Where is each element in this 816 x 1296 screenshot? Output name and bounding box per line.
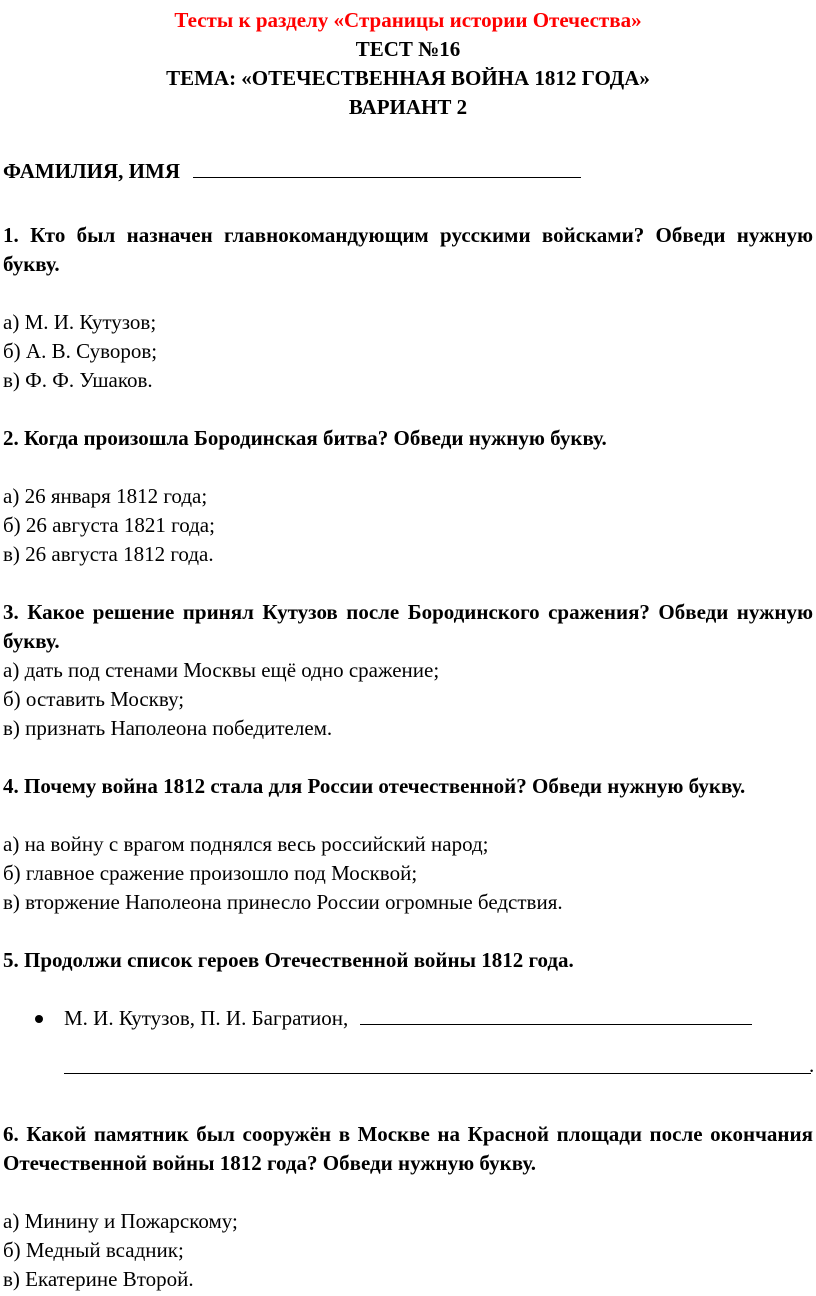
question-3-option-b[interactable]: б) оставить Москву; (3, 687, 185, 711)
question-4-text: 4. Почему война 1812 стала для России отечественной? Обведи нужную букву. (3, 774, 746, 798)
question-6-option-c[interactable]: в) Екатерине Второй. (3, 1267, 194, 1291)
test-variant: ВАРИАНТ 2 (348, 95, 468, 119)
question-1-option-a[interactable]: а) М. И. Кутузов; (3, 310, 157, 334)
question-3-option-a[interactable]: а) дать под стенами Москвы ещё одно сражение; (3, 658, 440, 682)
test-number: ТЕСТ №16 (355, 37, 461, 61)
name-field-blank[interactable] (193, 157, 581, 178)
question-6-text: 6. Какой памятник был сооружён в Москве на Красной площади после окончания Отечественной войны 1812 года? Обведи нужную букву. (3, 1122, 813, 1175)
question-5-line-2 (3, 1051, 813, 1080)
bullet-dot-icon (35, 1015, 43, 1023)
heroes-list-start: М. И. Кутузов, П. И. Багратион, (64, 1006, 349, 1030)
question-3-text: 3. Какое решение принял Кутузов после Бородинского сражения? Обведи нужную букву. (3, 600, 813, 653)
question-6-option-a[interactable]: а) Минину и Пожарскому; (3, 1209, 238, 1233)
question-6 (3, 1120, 813, 1294)
question-1-option-b[interactable]: б) А. В. Суворов; (3, 339, 158, 363)
name-field-label: ФАМИЛИЯ, ИМЯ (3, 159, 181, 183)
question-2-option-a[interactable]: а) 26 января 1812 года; (3, 484, 208, 508)
question-4 (3, 772, 813, 917)
question-1-option-c[interactable]: в) Ф. Ф. Ушаков. (3, 368, 153, 392)
name-field-row (3, 157, 813, 186)
question-5-bullet-text (64, 1004, 752, 1033)
question-2-option-c[interactable]: в) 26 августа 1812 года. (3, 542, 214, 566)
worksheet-header (3, 0, 813, 122)
section-title: Тесты к разделу «Страницы истории Отечества» (174, 8, 642, 32)
question-4-option-c[interactable]: в) вторжение Наполеона принесло России огромные бедствия. (3, 890, 563, 914)
question-5-bullet-row (3, 1004, 813, 1033)
test-topic: ТЕМА: «ОТЕЧЕСТВЕННАЯ ВОЙНА 1812 ГОДА» (166, 66, 650, 90)
question-2-text: 2. Когда произошла Бородинская битва? Обведи нужную букву. (3, 426, 607, 450)
question-2 (3, 424, 813, 569)
question-4-option-b[interactable]: б) главное сражение произошло под Москвой; (3, 861, 418, 885)
question-5-text: 5. Продолжи список героев Отечественной войны 1812 года. (3, 948, 574, 972)
heroes-end-mark: . (809, 1053, 815, 1077)
question-3 (3, 598, 813, 743)
question-2-option-b[interactable]: б) 26 августа 1821 года; (3, 513, 215, 537)
question-1 (3, 221, 813, 395)
question-4-option-a[interactable]: а) на войну с врагом поднялся весь российский народ; (3, 832, 489, 856)
question-3-option-c[interactable]: в) признать Наполеона победителем. (3, 716, 333, 740)
question-1-text: 1. Кто был назначен главнокомандующим русскими войсками? Обведи нужную букву. (3, 223, 813, 276)
heroes-blank-1[interactable] (360, 1004, 752, 1025)
heroes-blank-2[interactable] (64, 1073, 811, 1074)
question-5 (3, 946, 813, 1080)
question-6-option-b[interactable]: б) Медный всадник; (3, 1238, 184, 1262)
